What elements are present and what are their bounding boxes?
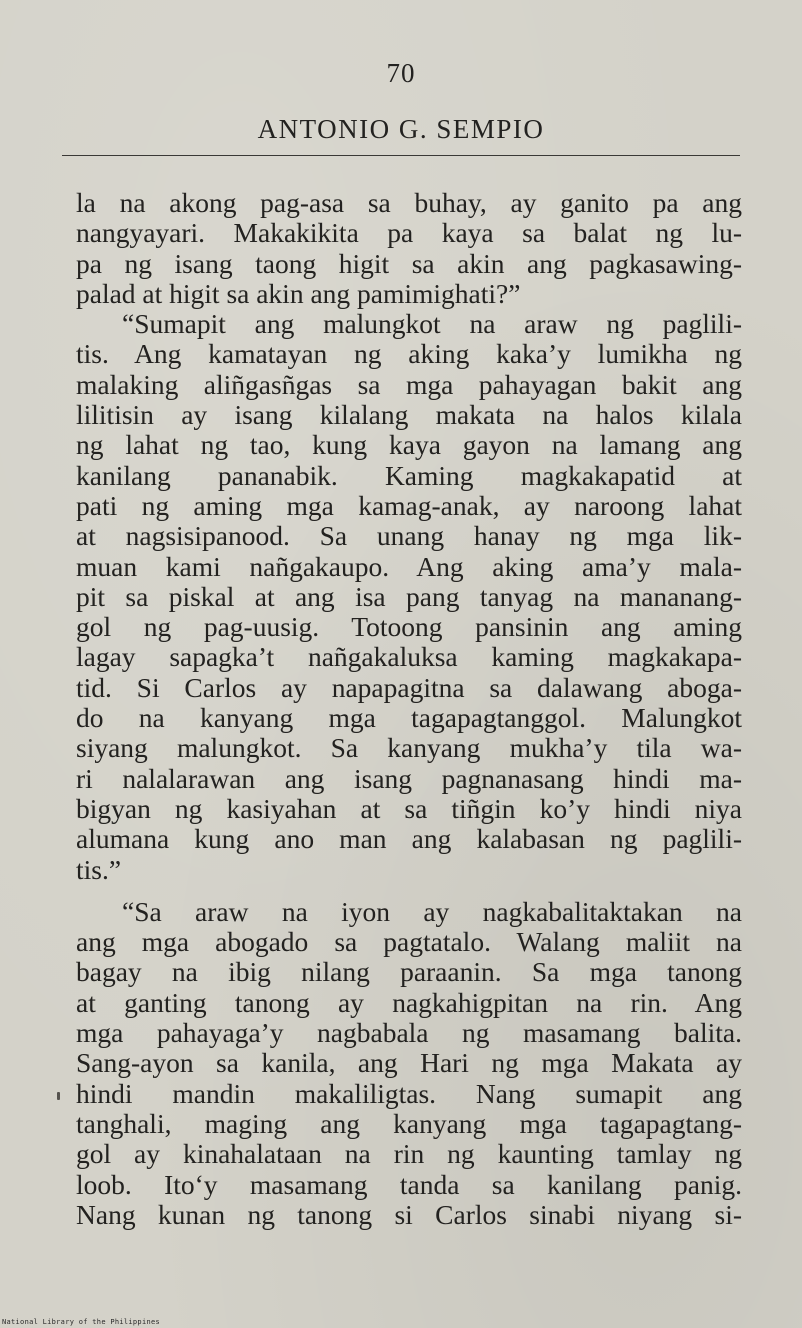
text-line: “Sa araw na iyon ay nagkabalitaktakan na xyxy=(122,895,742,927)
text-line: gol ay kinahalataan na rin ng kaunting tamlay ng xyxy=(76,1138,742,1170)
text-line: ng lahat ng tao, kung kaya gayon na lamang ang xyxy=(76,429,742,461)
text-line: ri nalalarawan ang isang pagnanasang hindi ma- xyxy=(76,762,742,794)
text-line: kanilang pananabik. Kaming magkakapatid at xyxy=(76,459,742,491)
ink-speck xyxy=(57,1092,60,1100)
text-line: la na akong pag-asa sa buhay, ay ganito pa ang xyxy=(76,187,742,218)
library-footer: National Library of the Philippines xyxy=(2,1318,161,1326)
text-line: lilitisin ay isang kilalang makata na halos kilala xyxy=(76,399,742,431)
text-line: pa ng isang taong higit sa akin ang pagkasawing- xyxy=(76,247,742,279)
text-line: at ganting tanong ay nagkahigpitan na rin. Ang xyxy=(76,986,742,1018)
text-line: mga pahayaga’y nagbabala ng masamang balita. xyxy=(76,1017,742,1049)
header-rule xyxy=(62,155,740,156)
page-number: 70 xyxy=(386,58,416,88)
text-line: tid. Si Carlos ay napapagitna sa dalawang aboga- xyxy=(76,671,742,703)
text-line: Nang kunan ng tanong si Carlos sinabi niyang si- xyxy=(76,1198,742,1230)
text-line: bagay na ibig nilang paraanin. Sa mga tanong xyxy=(76,956,742,988)
text-line: bigyan ng kasiyahan at sa tiñgin ko’y hindi niya xyxy=(76,792,742,824)
text-line: loob. Ito‘y masamang tanda sa kanilang panig. xyxy=(76,1168,742,1200)
text-line: tis.” xyxy=(76,853,122,885)
text-line: lagay sapagka’t nañgakaluksa kaming magkakapa- xyxy=(76,641,742,673)
text-line: nangyayari. Makakikita pa kaya sa balat ng lu- xyxy=(76,217,742,249)
text-line: gol ng pag-uusig. Totoong pansinin ang aming xyxy=(76,611,742,643)
text-line: pati ng aming mga kamag-anak, ay naroong lahat xyxy=(76,489,742,521)
text-line: Sang-ayon sa kanila, ang Hari ng mga Makata ay xyxy=(76,1047,742,1079)
body-text xyxy=(76,188,742,1230)
text-line: malaking aliñgasñgas sa mga pahayagan bakit ang xyxy=(76,368,742,400)
text-line: muan kami nañgakaupo. Ang aking ama’y mala- xyxy=(76,550,742,582)
text-line: tanghali, maging ang kanyang mga tagapagtang- xyxy=(76,1107,742,1139)
running-head: ANTONIO G. SEMPIO xyxy=(257,114,545,144)
text-line: do na kanyang mga tagapagtanggol. Malungkot xyxy=(76,702,742,734)
text-line: “Sumapit ang malungkot na araw ng paglili- xyxy=(122,308,742,340)
text-line: palad at higit sa akin ang pamimighati?” xyxy=(76,277,521,309)
text-line: at nagsisipanood. Sa unang hanay ng mga lik- xyxy=(76,520,742,552)
text-line: pit sa piskal at ang isa pang tanyag na mananang- xyxy=(76,580,742,612)
text-line: hindi mandin makaliligtas. Nang sumapit ang xyxy=(76,1077,742,1109)
text-line: ang mga abogado sa pagtatalo. Walang maliit na xyxy=(76,926,742,958)
text-line: tis. Ang kamatayan ng aking kaka’y lumikha ng xyxy=(76,338,742,370)
text-line: alumana kung ano man ang kalabasan ng paglili- xyxy=(76,823,742,855)
text-line: siyang malungkot. Sa kanyang mukha’y tila wa- xyxy=(76,732,742,764)
